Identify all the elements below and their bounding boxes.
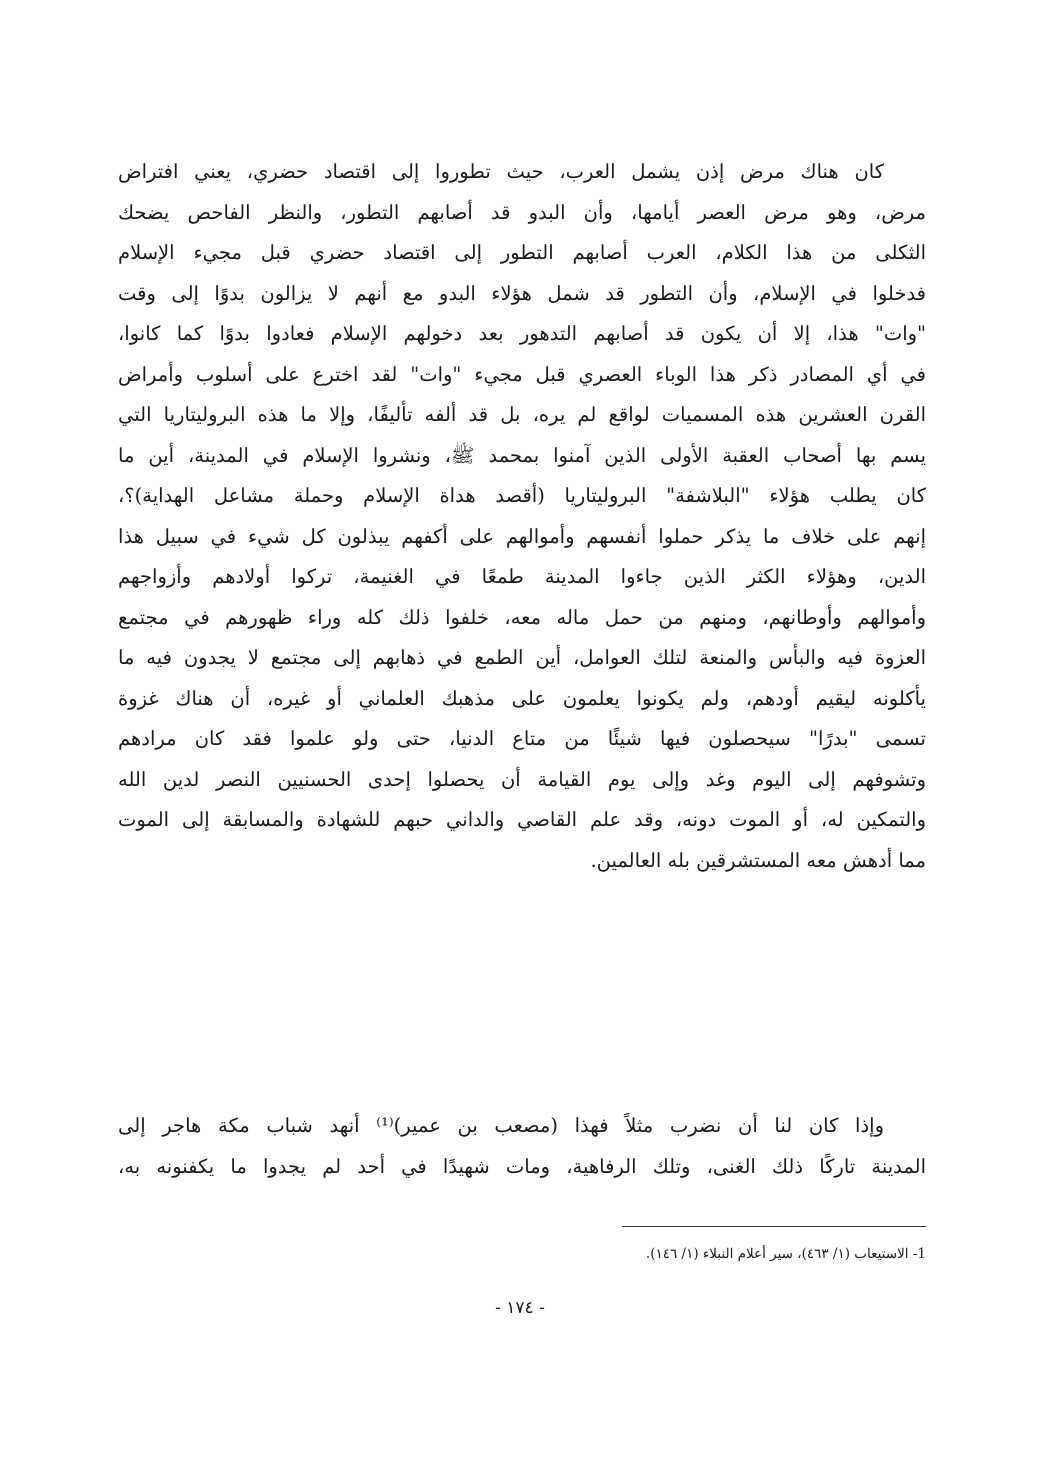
footnote-separator [622,1226,926,1227]
text-line: العزوة فيه والبأس والمنعة لتلك العوامل، أين الطمع في ذهابهم إلى مجتمع لا يجدون فيه ما [118,646,926,669]
text-line: وتشوفهم إلى اليوم وغد وإلى يوم القيامة أن يحصلوا إحدى الحسنيين النصر لدين الله [118,767,926,791]
text-line: تسمى "بدرًا" سيحصلون فيها شيئًا من متاع الدنيا، حتى ولو علموا فقد كان مرادهم [118,727,926,750]
text-line: "وات" هذا، إلا أن يكون قد أصابهم التدهور بعد دخولهم الإسلام فعادوا بدوًا كما كانوا، [118,322,926,345]
text-line: يأكلونه ليقيم أودهم، ولم يكونوا يعلمون على مذهبك العلماني أو غيره، أن هناك غزوة [118,686,926,710]
text-line: القرن العشرين هذه المسميات لواقع لم يره، بل قد ألفه تأليفًا، وإلا ما هذه البروليتاريا التي [118,403,926,426]
text-line: كان يطلب هؤلاء "البلاشفة" البروليتاريا (أقصد هداة الإسلام وحملة مشاعل الهداية)؟، [118,484,926,507]
page-number: - ١٧٤ - [495,1298,545,1318]
paragraph-1 [118,152,926,881]
text-line: وأموالهم وأوطانهم، ومنهم من حمل ماله معه، خلفوا ذلك كله وراء ظهورهم في مجتمع [118,605,926,629]
text-line: في أي المصادر ذكر هذا الوباء العصري قبل مجيء "وات" لقد اخترع على أسلوب وأمراض [118,362,926,386]
text-line: إنهم على خلاف ما يذكر حملوا أنفسهم وأموالهم على أكفهم يبذلون كل شيء في سبيل هذا [118,524,926,548]
text-line: وإذا كان لنا أن نضرب مثلاً فهذا (مصعب بن عمير)⁽¹⁾ أنهد شباب مكة هاجر إلى [118,1114,884,1137]
footnote: 1- الاستيعاب (١/ ٤٦٣)، سير أعلام النبلاء (١/ ١٤٦). [645,1246,926,1262]
text-line: مرض، وهو مرض العصر أيامها، وأن البدو قد أصابهم التطور، والنظر الفاحص يضحك [118,200,926,224]
text-line: الدين، وهؤلاء الكثر الذين جاءوا المدينة طمعًا في الغنيمة، تركوا أولادهم وأزواجهم [118,565,926,588]
text-line: يسم بها أصحاب العقبة الأولى الذين آمنوا بمحمد ﷺ، ونشروا الإسلام في المدينة، أين ما [118,443,926,467]
text-line: المدينة تاركًا ذلك الغنى، وتلك الرفاهية، ومات شهيدًا في أحد لم يجدوا ما يكفنونه به، [118,1154,926,1178]
paragraph-2 [118,1106,926,1187]
text-line: والتمكين له، أو الموت دونه، وقد علم القاصي والداني حبهم للشهادة والمسابقة إلى الموت [118,808,926,831]
text-line: كان هناك مرض إذن يشمل العرب، حيث تطوروا إلى اقتصاد حضري، يعني افتراض [118,160,884,183]
text-line: مما أدهش معه المستشرقين بله العالمين. [590,848,926,872]
text-line: الثكلى من هذا الكلام، العرب أصابهم التطور إلى اقتصاد حضري قبل مجيء الإسلام [118,241,926,264]
text-line: فدخلوا في الإسلام، وأن التطور قد شمل هؤلاء البدو مع أنهم لا يزالون بدوًا إلى وقت [118,281,926,305]
